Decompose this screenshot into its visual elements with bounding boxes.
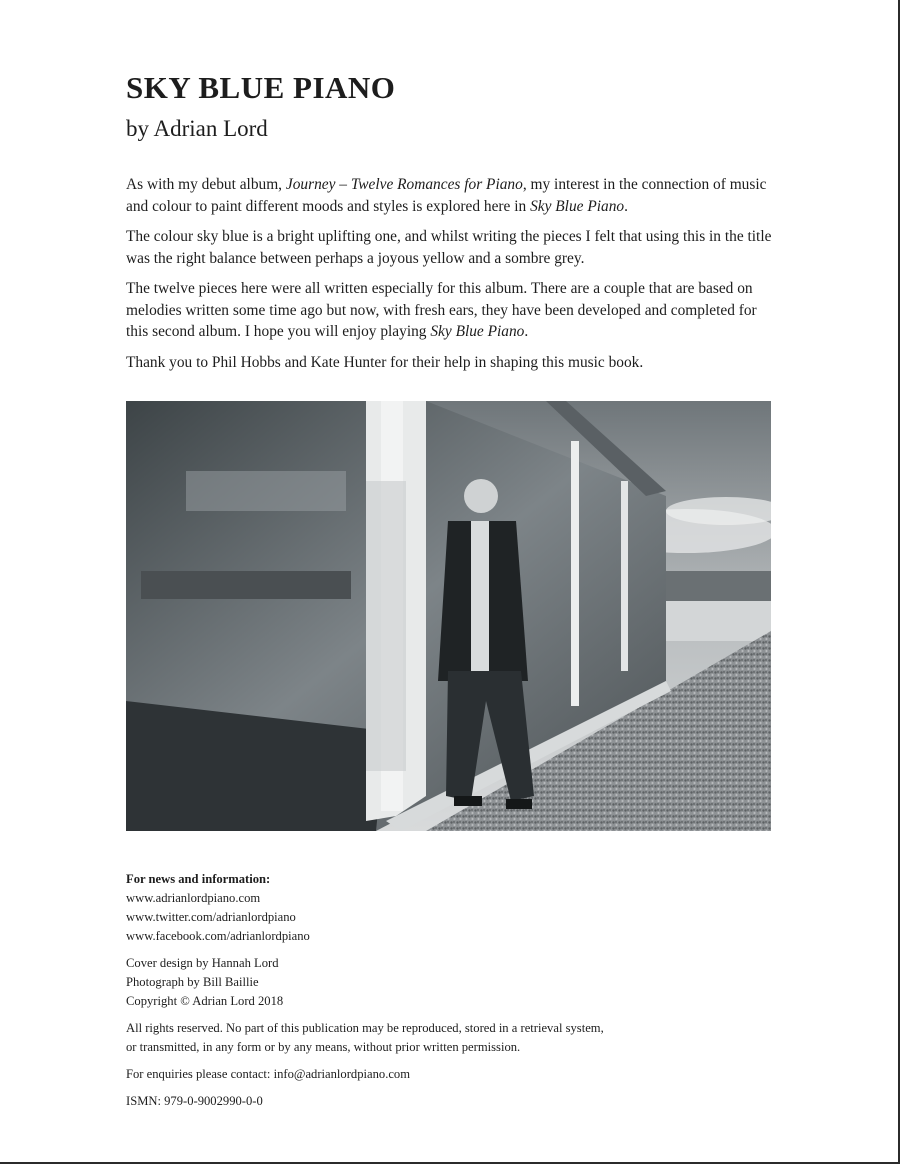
text-span: As with my debut album,	[126, 176, 286, 193]
author-line: by Adrian Lord	[126, 116, 268, 141]
intro-paragraph-4: Thank you to Phil Hobbs and Kate Hunter for their help in shaping this music book.	[126, 353, 644, 371]
credits-block	[126, 954, 776, 1011]
author-photo	[126, 401, 771, 831]
footer-info	[126, 870, 776, 1119]
rights-line-2: or transmitted, in any form or by any means, without prior written permission.	[126, 1040, 521, 1054]
album-title-sky-blue: Sky Blue Piano	[430, 323, 525, 340]
facebook-link[interactable]: www.facebook.com/adrianlordpiano	[126, 929, 310, 943]
intro-paragraph-2: The colour sky blue is a bright uplifting one, and whilst writing the pieces I felt that using this in the title was the right balance between perhaps a joyous yellow and a sombre grey.	[126, 228, 772, 267]
text-span: .	[524, 323, 529, 340]
ismn-line: ISMN: 979-0-9002990-0-0	[126, 1094, 263, 1108]
rights-block	[126, 1019, 776, 1057]
cover-design-credit: Cover design by Hannah Lord	[126, 956, 279, 970]
text-span: , my interest in the connection of music and colour to paint different moods and styles is explored here in	[126, 176, 767, 215]
news-block	[126, 870, 776, 946]
intro-paragraph-1	[126, 174, 776, 217]
enquiries-line: For enquiries please contact: info@adrianlordpiano.com	[126, 1067, 411, 1081]
header-block	[126, 68, 776, 382]
text-span: The twelve pieces here were all written especially for this album. There are a couple that are based on melodies written some time ago but now, with fresh ears, they have been developed and completed for this second album. I hope you will enjoy playing	[126, 280, 757, 340]
text-span: .	[624, 197, 628, 215]
intro-text	[126, 174, 776, 373]
album-title-journey: Journey – Twelve Romances for Piano	[285, 176, 523, 193]
photo-illustration	[126, 401, 771, 831]
album-title-sky-blue: Sky Blue Piano	[530, 197, 625, 215]
page-title: SKY BLUE PIANO	[126, 70, 396, 105]
website-link[interactable]: www.adrianlordpiano.com	[126, 891, 261, 905]
twitter-link[interactable]: www.twitter.com/adrianlordpiano	[126, 910, 296, 924]
news-heading: For news and information:	[126, 872, 271, 886]
copyright-notice: Copyright © Adrian Lord 2018	[126, 994, 284, 1008]
photograph-credit: Photograph by Bill Baillie	[126, 975, 259, 989]
intro-paragraph-3	[126, 278, 776, 343]
rights-line-1: All rights reserved. No part of this publication may be reproduced, stored in a retrieval system,	[126, 1021, 604, 1035]
